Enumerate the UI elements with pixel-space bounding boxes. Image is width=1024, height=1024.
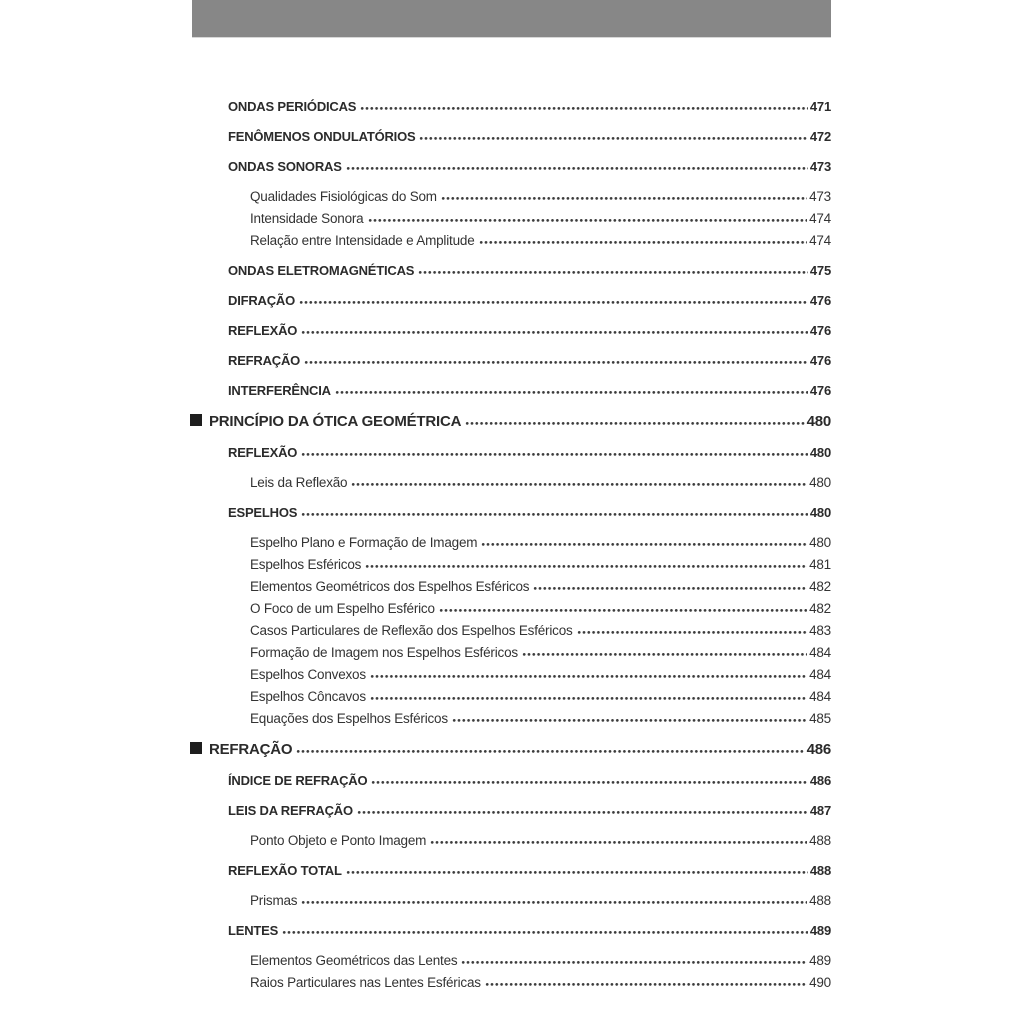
toc-entry (190, 290, 831, 312)
toc-entry (190, 96, 831, 118)
toc-entry (190, 260, 831, 282)
toc-entry (190, 686, 831, 708)
toc-entry-label: ONDAS ELETROMAGNÉTICAS (228, 263, 415, 278)
toc-entry-label: ÍNDICE DE REFRAÇÃO (228, 773, 368, 788)
dotted-leader (439, 608, 807, 613)
toc-entry-page: 473 (809, 189, 831, 204)
toc-entry-page: 483 (809, 623, 831, 638)
toc-entry-label: PRINCÍPIO DA ÓTICA GEOMÉTRICA (209, 413, 462, 430)
dotted-leader (368, 218, 808, 223)
dotted-leader (301, 330, 808, 335)
dotted-leader (485, 982, 807, 987)
toc-entry (190, 186, 831, 208)
toc-entry (190, 972, 831, 994)
toc-entry-page: 488 (809, 893, 831, 908)
toc-entry-label: Espelhos Côncavos (250, 689, 366, 704)
toc-entry (190, 532, 831, 554)
toc-entry-page: 480 (809, 475, 831, 490)
toc-entry-label: REFLEXÃO (228, 323, 298, 338)
toc-entry-page: 480 (806, 413, 831, 430)
toc-entry-page: 480 (809, 535, 831, 550)
toc-entry (190, 502, 831, 524)
toc-entry-page: 481 (809, 557, 831, 572)
dotted-leader (365, 564, 807, 569)
toc-entry (190, 800, 831, 822)
toc-entry-label: REFRAÇÃO (228, 353, 301, 368)
dotted-leader (335, 390, 808, 395)
dotted-leader (360, 106, 808, 111)
dotted-leader (346, 870, 808, 875)
toc-entry-page: 489 (809, 953, 831, 968)
toc-entry (190, 442, 831, 464)
toc-entry-label: Leis da Reflexão (250, 475, 348, 490)
toc-entry-label: Prismas (250, 893, 298, 908)
toc-entry-page: 486 (806, 741, 831, 758)
toc-entry-label: Qualidades Fisiológicas do Som (250, 189, 437, 204)
toc-entry-label: Elementos Geométricos das Lentes (250, 953, 458, 968)
toc-entry (190, 208, 831, 230)
dotted-leader (282, 930, 808, 935)
dotted-leader (479, 240, 808, 245)
toc-entry-page: 472 (809, 129, 831, 144)
dotted-leader (371, 780, 807, 785)
toc-entry-label: Espelhos Esféricos (250, 557, 362, 572)
toc-entry (190, 890, 831, 912)
toc-entry-label: INTERFERÊNCIA (228, 383, 331, 398)
table-of-contents (190, 88, 831, 994)
dotted-leader (418, 270, 808, 275)
toc-entry-page: 487 (809, 803, 831, 818)
toc-entry-label: ESPELHOS (228, 505, 298, 520)
dotted-leader (370, 674, 807, 679)
toc-entry-label: REFRAÇÃO (209, 741, 293, 758)
toc-entry-page: 475 (809, 263, 831, 278)
toc-entry-label: Raios Particulares nas Lentes Esféricas (250, 975, 481, 990)
toc-entry-page: 486 (809, 773, 831, 788)
toc-entry (190, 598, 831, 620)
toc-entry (190, 620, 831, 642)
dotted-leader (351, 482, 807, 487)
toc-entry-page: 480 (809, 445, 831, 460)
toc-entry-label: Elementos Geométricos dos Espelhos Esféricos (250, 579, 530, 594)
toc-entry-label: Ponto Objeto e Ponto Imagem (250, 833, 427, 848)
toc-entry-label: REFLEXÃO TOTAL (228, 863, 342, 878)
toc-entry-page: 488 (809, 863, 831, 878)
toc-entry (190, 576, 831, 598)
toc-entry-page: 489 (809, 923, 831, 938)
toc-entry (190, 380, 831, 402)
toc-entry-label: LEIS DA REFRAÇÃO (228, 803, 353, 818)
toc-entry-label: REFLEXÃO (228, 445, 298, 460)
toc-entry (190, 860, 831, 882)
toc-entry (190, 739, 831, 761)
dotted-leader (301, 512, 808, 517)
dotted-leader (522, 652, 807, 657)
dotted-leader (299, 300, 808, 305)
toc-entry (190, 350, 831, 372)
dotted-leader (430, 840, 807, 845)
toc-entry-page: 471 (809, 99, 831, 114)
toc-entry-page: 484 (809, 667, 831, 682)
toc-entry-page: 474 (809, 233, 831, 248)
toc-entry-page: 482 (809, 601, 831, 616)
toc-entry-page: 484 (809, 689, 831, 704)
toc-entry-page: 476 (809, 353, 831, 368)
toc-entry-label: Espelho Plano e Formação de Imagem (250, 535, 478, 550)
toc-entry-label: Formação de Imagem nos Espelhos Esféricos (250, 645, 518, 660)
toc-entry-label: ONDAS PERIÓDICAS (228, 99, 357, 114)
toc-entry (190, 554, 831, 576)
dotted-leader (301, 900, 807, 905)
toc-entry (190, 320, 831, 342)
square-bullet-icon (190, 414, 202, 426)
dotted-leader (370, 696, 807, 701)
toc-entry (190, 411, 831, 433)
dotted-leader (533, 586, 807, 591)
dotted-leader (304, 360, 808, 365)
toc-entry-label: Casos Particulares de Reflexão dos Espelhos Esféricos (250, 623, 573, 638)
toc-entry-label: O Foco de um Espelho Esférico (250, 601, 435, 616)
toc-entry-label: Relação entre Intensidade e Amplitude (250, 233, 475, 248)
toc-entry (190, 708, 831, 730)
toc-entry (190, 830, 831, 852)
toc-entry (190, 950, 831, 972)
toc-entry (190, 156, 831, 178)
dotted-leader (577, 630, 807, 635)
toc-entry-page: 482 (809, 579, 831, 594)
toc-entry-page: 476 (809, 293, 831, 308)
toc-entry-label: FENÔMENOS ONDULATÓRIOS (228, 129, 416, 144)
toc-entry-label: Equações dos Espelhos Esféricos (250, 711, 448, 726)
toc-entry-page: 490 (809, 975, 831, 990)
toc-entry (190, 126, 831, 148)
toc-entry-label: Espelhos Convexos (250, 667, 366, 682)
toc-entry-page: 480 (809, 505, 831, 520)
toc-entry (190, 770, 831, 792)
toc-entry-label: ONDAS SONORAS (228, 159, 342, 174)
toc-entry-label: DIFRAÇÃO (228, 293, 296, 308)
toc-entry-page: 488 (809, 833, 831, 848)
toc-entry-label: Intensidade Sonora (250, 211, 364, 226)
toc-entry-label: LENTES (228, 923, 279, 938)
dotted-leader (346, 166, 808, 171)
dotted-leader (441, 196, 807, 201)
toc-entry-page: 476 (809, 323, 831, 338)
toc-entry (190, 642, 831, 664)
dotted-leader (419, 136, 807, 141)
square-bullet-icon (190, 742, 202, 754)
dotted-leader (357, 810, 808, 815)
toc-entry-page: 485 (809, 711, 831, 726)
dotted-leader (481, 542, 807, 547)
toc-entry (190, 664, 831, 686)
dotted-leader (461, 960, 807, 965)
header-bar (192, 0, 831, 38)
dotted-leader (465, 421, 804, 426)
toc-entry-page: 476 (809, 383, 831, 398)
toc-entry-page: 484 (809, 645, 831, 660)
dotted-leader (452, 718, 807, 723)
toc-entry-page: 474 (809, 211, 831, 226)
toc-entry (190, 920, 831, 942)
toc-entry (190, 472, 831, 494)
toc-entry (190, 230, 831, 252)
dotted-leader (296, 749, 804, 754)
dotted-leader (301, 452, 808, 457)
toc-entry-page: 473 (809, 159, 831, 174)
